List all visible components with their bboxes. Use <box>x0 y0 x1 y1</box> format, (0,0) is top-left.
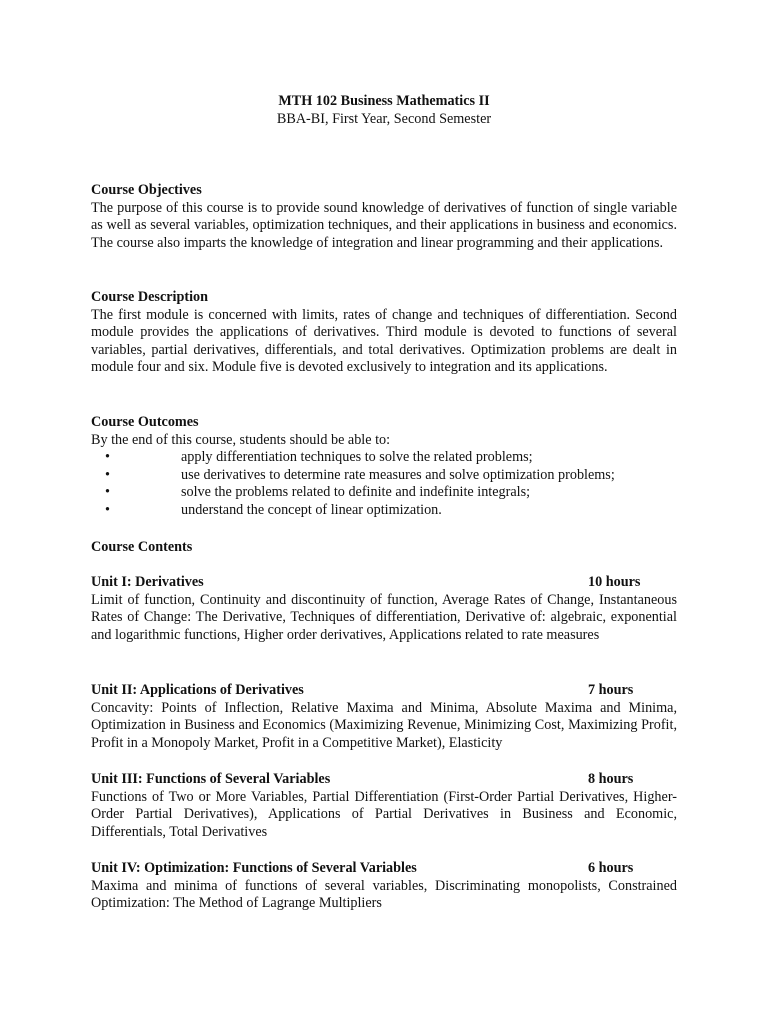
list-item <box>91 484 677 502</box>
unit-text: Functions of Two or More Variables, Partial Differentiation (First-Order Partial Derivatives, Higher-Order Partial Derivatives), Applications of Partial Derivatives in Business and Economic, Differentials, Total Derivatives <box>91 788 677 840</box>
unit-hours: 10 hours <box>588 574 641 590</box>
list-item-text: use derivatives to determine rate measures and solve optimization problems; <box>181 466 615 483</box>
bullet: • <box>105 484 110 501</box>
unit-1-section <box>91 574 677 644</box>
unit-title: Unit III: Functions of Several Variables <box>91 771 331 787</box>
document-header <box>0 93 768 128</box>
bullet: • <box>105 501 110 518</box>
bullet: • <box>105 466 110 483</box>
unit-text: Concavity: Points of Inflection, Relative Maxima and Minima, Absolute Maxima and Minima, Optimization in Business and Economics (Maximizing Revenue, Minimizing Cost, Maximizing Profit, Profit in a Monopoly Market, Profit in a Competitive Market), Elasticity <box>91 699 677 751</box>
outcomes-heading: Course Outcomes <box>91 414 199 430</box>
list-item-text: apply differentiation techniques to solve the related problems; <box>181 449 533 466</box>
course-subtitle: BBA-BI, First Year, Second Semester <box>276 110 492 127</box>
outcomes-list <box>91 449 677 519</box>
contents-heading-block <box>91 539 677 557</box>
outcomes-section <box>91 414 677 520</box>
unit-3-section <box>91 771 677 841</box>
unit-header <box>91 860 677 878</box>
objectives-text: The purpose of this course is to provide sound knowledge of derivatives of function of single variable as well as several variables, optimization techniques, and their applications in business and economics. The course also imparts the knowledge of integration and linear programming and their applications. <box>91 199 677 251</box>
list-item <box>91 449 677 467</box>
unit-2-section <box>91 682 677 752</box>
unit-hours: 7 hours <box>588 682 634 698</box>
unit-hours: 6 hours <box>588 860 634 876</box>
unit-title: Unit II: Applications of Derivatives <box>91 682 304 698</box>
contents-heading: Course Contents <box>91 539 193 555</box>
outcomes-intro: By the end of this course, students should be able to: <box>91 431 391 448</box>
list-item <box>91 502 677 520</box>
list-item-text: understand the concept of linear optimization. <box>181 501 442 518</box>
bullet: • <box>105 449 110 466</box>
list-item <box>91 467 677 485</box>
objectives-section <box>91 182 677 252</box>
unit-title: Unit I: Derivatives <box>91 574 204 590</box>
unit-text: Maxima and minima of functions of several variables, Discriminating monopolists, Constrained Optimization: The Method of Lagrange Multipliers <box>91 877 677 912</box>
unit-text: Limit of function, Continuity and discontinuity of function, Average Rates of Change, Instantaneous Rates of Change: The Derivative, Techniques of differentiation, Derivative of: algebraic, exponential and logarithmic functions, Higher order derivatives, Applications related to rate measures <box>91 591 677 643</box>
course-title: MTH 102 Business Mathematics II <box>278 93 490 109</box>
unit-header <box>91 574 677 592</box>
unit-header <box>91 771 677 789</box>
list-item-text: solve the problems related to definite and indefinite integrals; <box>181 484 531 501</box>
unit-4-section <box>91 860 677 913</box>
unit-hours: 8 hours <box>588 771 634 787</box>
description-section <box>91 289 677 377</box>
unit-title: Unit IV: Optimization: Functions of Several Variables <box>91 860 417 876</box>
description-text: The first module is concerned with limits, rates of change and techniques of differentiation. Second module provides the applications of derivatives. Third module is devoted to functions of several variables, partial derivatives, differentials, and total derivatives. Optimization problems are dealt in module four and six. Module five is devoted exclusively to integration and its applications. <box>91 306 677 376</box>
description-heading: Course Description <box>91 289 209 305</box>
unit-header <box>91 682 677 700</box>
objectives-heading: Course Objectives <box>91 182 202 198</box>
